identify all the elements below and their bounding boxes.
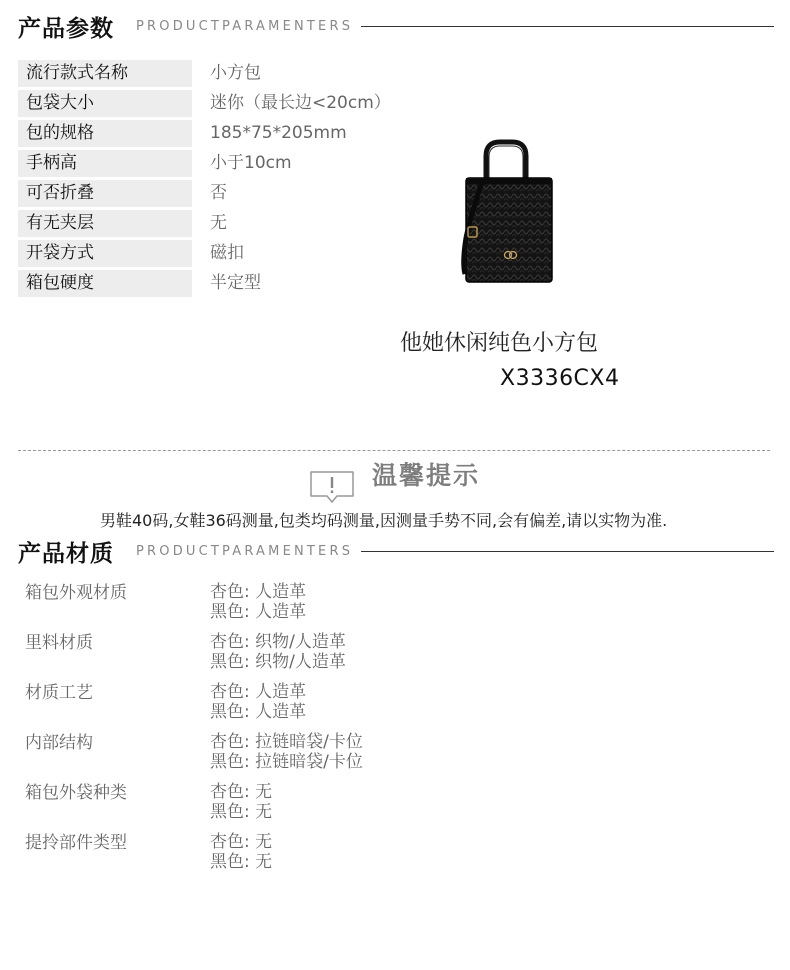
spec-value: 小方包	[210, 63, 261, 83]
material-values	[210, 832, 272, 882]
spec-label: 包的规格	[18, 120, 192, 147]
material-values	[210, 732, 363, 782]
material-black: 黑色: 织物/人造革	[210, 652, 346, 672]
spec-table	[18, 60, 391, 300]
spec-label: 开袋方式	[18, 240, 192, 267]
material-black: 黑色: 人造革	[210, 602, 307, 622]
material-apricot: 杏色: 人造革	[210, 582, 307, 602]
material-table	[25, 582, 363, 882]
spec-value: 185*75*205mm	[210, 123, 347, 143]
tip-title: 温馨提示	[372, 461, 481, 490]
material-row	[25, 832, 363, 882]
spec-row	[18, 210, 391, 240]
spec-value: 否	[210, 183, 227, 203]
product-bag-image	[456, 138, 560, 286]
spec-row	[18, 270, 391, 300]
material-row	[25, 582, 363, 632]
spec-label: 手柄高	[18, 150, 192, 177]
section-header-parameters	[18, 11, 774, 41]
spec-label: 包袋大小	[18, 90, 192, 117]
material-black: 黑色: 人造革	[210, 702, 307, 722]
material-label: 提拎部件类型	[25, 833, 127, 853]
spec-row	[18, 240, 391, 270]
material-row	[25, 732, 363, 782]
material-apricot: 杏色: 无	[210, 782, 273, 802]
material-values	[210, 632, 346, 682]
spec-row	[18, 150, 391, 180]
section-divider	[361, 551, 774, 552]
product-name: 他她休闲纯色小方包	[400, 331, 599, 356]
material-label: 材质工艺	[25, 683, 93, 703]
spec-label: 可否折叠	[18, 180, 192, 207]
material-values	[210, 782, 272, 832]
section-subtitle: PRODUCTPARAMENTERS	[136, 18, 354, 34]
material-values	[210, 682, 306, 732]
material-black: 黑色: 拉链暗袋/卡位	[210, 752, 363, 772]
dashed-divider	[18, 450, 770, 451]
spec-value: 迷你（最长边<20cm）	[210, 93, 391, 113]
material-values	[210, 582, 306, 632]
material-label: 箱包外袋种类	[25, 783, 127, 803]
spec-label: 流行款式名称	[18, 60, 192, 87]
spec-value: 无	[210, 213, 227, 233]
section-subtitle: PRODUCTPARAMENTERS	[136, 543, 354, 559]
spec-row	[18, 90, 391, 120]
material-row	[25, 632, 363, 682]
material-apricot: 杏色: 拉链暗袋/卡位	[210, 732, 363, 752]
section-title: 产品材质	[18, 540, 114, 567]
section-divider	[361, 26, 774, 27]
exclamation-speech-bubble-icon	[308, 470, 356, 504]
section-title: 产品参数	[18, 15, 114, 42]
material-apricot: 杏色: 织物/人造革	[210, 632, 346, 652]
material-row	[25, 782, 363, 832]
material-row	[25, 682, 363, 732]
spec-row	[18, 60, 391, 90]
material-black: 黑色: 无	[210, 802, 273, 822]
spec-label: 箱包硬度	[18, 270, 192, 297]
tip-text: 男鞋40码,女鞋36码测量,包类均码测量,因测量手势不同,会有偏差,请以实物为准.	[100, 511, 668, 530]
material-apricot: 杏色: 无	[210, 832, 273, 852]
material-label: 里料材质	[25, 633, 93, 653]
spec-value: 磁扣	[210, 243, 244, 263]
section-header-materials	[18, 536, 774, 566]
spec-label: 有无夹层	[18, 210, 192, 237]
spec-row	[18, 180, 391, 210]
product-code: X3336CX4	[500, 366, 620, 391]
material-black: 黑色: 无	[210, 852, 273, 872]
spec-row	[18, 120, 391, 150]
material-label: 内部结构	[25, 733, 93, 753]
spec-value: 半定型	[210, 273, 261, 293]
material-apricot: 杏色: 人造革	[210, 682, 307, 702]
material-label: 箱包外观材质	[25, 583, 127, 603]
spec-value: 小于10cm	[210, 153, 292, 173]
